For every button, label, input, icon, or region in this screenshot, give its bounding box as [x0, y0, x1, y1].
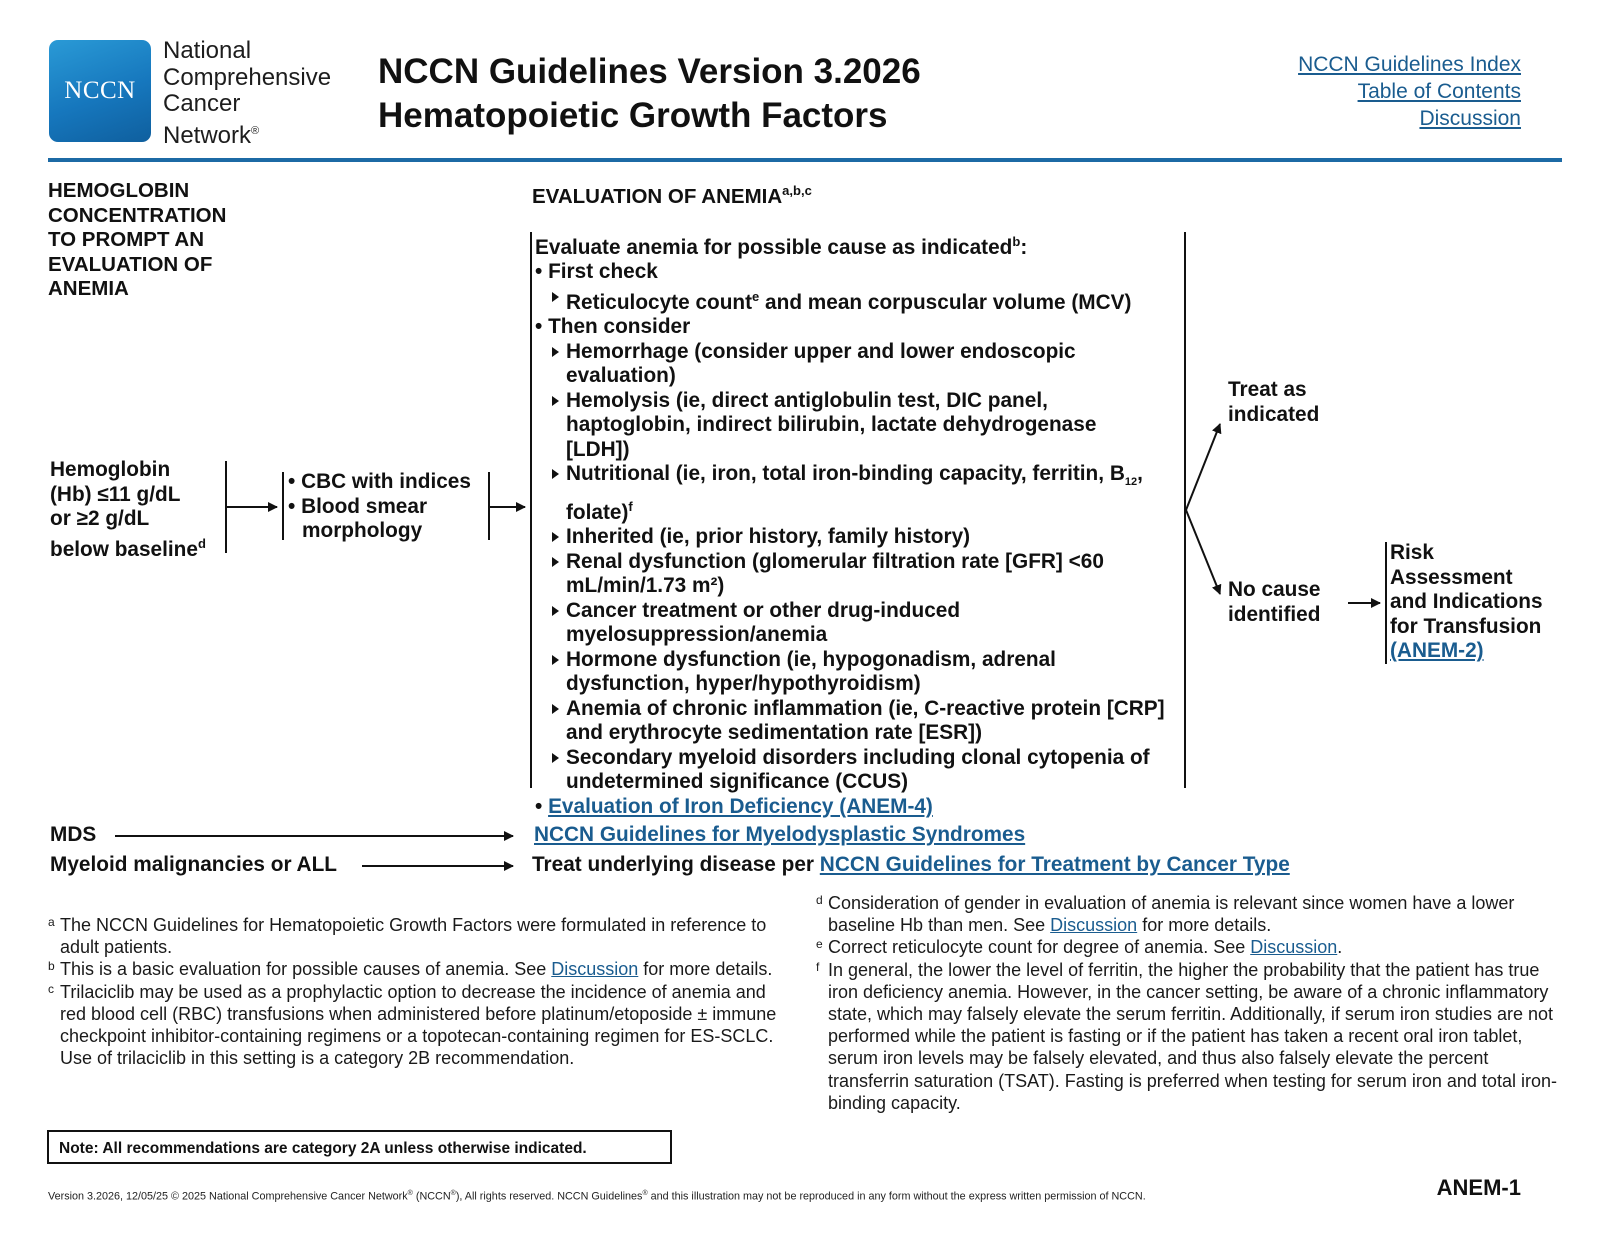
list-item: Hemorrhage (consider upper and lower endoscopic evaluation): [535, 340, 1126, 389]
mds-guidelines-link[interactable]: NCCN Guidelines for Myelodysplastic Syndromes: [534, 823, 1026, 846]
cancer-type-guidelines-link[interactable]: NCCN Guidelines for Treatment by Cancer Type: [819, 853, 1290, 876]
footnote-ref: f: [628, 499, 633, 514]
list-item: Hormone dysfunction (ie, hypogonadism, adrenal dysfunction, hyper/hypothyroidism): [535, 648, 1126, 697]
footnote-ref: d: [197, 535, 206, 551]
copyright-text: Version 3.2026, 12/05/25 © 2025 National Comprehensive Cancer Network® (NCCN®), All rights reserved. NCCN Guidelines® and this illustration may not be reproduced in any form without the express written permission of NCCN.: [48, 1190, 1146, 1203]
arrow-to-treat: [1186, 424, 1220, 510]
title-line-2: Hematopoietic Growth Factors: [378, 96, 888, 135]
treat-as-indicated: Treat as indicated: [1228, 378, 1320, 426]
table-of-contents-link[interactable]: Table of Contents: [1357, 80, 1521, 103]
list-item: Anemia of chronic inflammation (ie, C-reactive protein [CRP] and erythrocyte sedimentation rate [ESR]): [535, 697, 1166, 746]
org-line: Comprehensive: [163, 63, 332, 91]
evaluation-intro: Evaluate anemia for possible cause as indicated$^b$:: [535, 234, 1028, 259]
risk-assessment: Risk Assessment and Indications for Transfusion (ANEM-2): [1390, 541, 1543, 662]
initial-tests: • CBC with indices • Blood smear morphology: [288, 470, 471, 542]
list-item: • Evaluation of Iron Deficiency (ANEM-4): [535, 794, 933, 818]
discussion-link[interactable]: Discussion: [1050, 915, 1138, 936]
registered-mark: ®: [251, 124, 260, 137]
list-item: Reticulocyte count$^e$ and mean corpuscular volume (MCV): [535, 285, 1175, 315]
list-item: Cancer treatment or other drug-induced myelosuppression/anemia: [535, 599, 1026, 648]
org-line: Cancer: [163, 90, 241, 117]
page-code: ANEM-1: [1436, 1175, 1521, 1200]
hemoglobin-threshold: Hemoglobin (Hb) ≤11 g/dL or ≥2 g/dL below baseline$^d$: [50, 458, 206, 561]
list-item: • Then consider: [535, 315, 691, 339]
discussion-link[interactable]: Discussion: [1419, 107, 1521, 130]
myeloid-label: Myeloid malignancies or ALL: [50, 853, 337, 876]
list-item: • First check: [535, 260, 658, 284]
discussion-link[interactable]: Discussion: [551, 959, 639, 980]
footnote-ref: b: [1012, 234, 1021, 249]
list-item: Renal dysfunction (glomerular filtration rate [GFR] <60 mL/min/1.73 m²): [535, 550, 1166, 599]
footnote-b: b This is a basic evaluation for possible causes of anemia. See Discussion for more details.: [48, 959, 773, 980]
footnote-ref: a,b,c: [782, 183, 812, 198]
arrow-to-no-cause: [1186, 510, 1220, 594]
mds-label: MDS: [50, 823, 97, 846]
list-item: Inherited (ie, prior history, family history): [535, 525, 1175, 550]
footnotes-right: [816, 892, 1558, 1114]
cbc-test: CBC with indices: [301, 470, 471, 493]
footnote-a: a The NCCN Guidelines for Hematopoietic Growth Factors were formulated in reference to adult patients.: [48, 915, 767, 958]
org-line: National: [163, 37, 252, 64]
guidelines-index-link[interactable]: NCCN Guidelines Index: [1298, 53, 1521, 76]
footnote-e: e Correct reticulocyte count for degree of anemia. See Discussion.: [816, 937, 1343, 958]
title-line-1: NCCN Guidelines Version 3.2026: [378, 52, 921, 91]
blood-smear-test: Blood smear: [301, 494, 428, 518]
logo-text: NCCN: [64, 77, 136, 104]
org-line: Network®: [163, 121, 260, 149]
evaluation-column-header: EVALUATION OF ANEMIA$^{a,b,c}$: [532, 183, 812, 208]
footnote-ref: e: [752, 288, 760, 304]
no-cause-identified: No cause identified: [1228, 578, 1321, 626]
anem-2-link[interactable]: (ANEM-2): [1390, 639, 1484, 662]
hemoglobin-column-header: HEMOGLOBIN CONCENTRATION TO PROMPT AN EVALUATION OF ANEMIA: [48, 179, 227, 300]
footnote-d: d Consideration of gender in evaluation of anemia is relevant since women have a lower baseline Hb than men. See Discussion for more details.: [816, 893, 1515, 936]
myeloid-row: Treat underlying disease per NCCN Guidelines for Treatment by Cancer Type: [532, 853, 1290, 876]
category-note: Note: All recommendations are category 2A unless otherwise indicated.: [47, 1130, 672, 1164]
iron-deficiency-link[interactable]: Evaluation of Iron Deficiency (ANEM-4): [548, 794, 933, 818]
list-item: Secondary myeloid disorders including clonal cytopenia of undetermined significance (CCUS): [535, 746, 1196, 795]
footnote-f: f In general, the lower the level of ferritin, the higher the probability that the patient has true iron deficiency anemia. However, in the cancer setting, be aware of a chronic inflammatory state, which may falsely elevate the serum ferritin. Additionally, if serum iron studies are not performed while the patient is fasting or if the patient has taken a recent oral iron tablet, serum iron levels may be falsely elevated, and thus also falsely elevate the percent transferrin saturation (TSAT). Fasting is preferred when testing for serum iron and total iron-binding capacity.: [816, 959, 1557, 1113]
footnotes-left: [48, 914, 778, 1069]
discussion-link[interactable]: Discussion: [1250, 937, 1338, 958]
footnote-c: c Trilaciclib may be used as a prophylactic option to decrease the incidence of anemia and red blood cell (RBC) transfusions when administered before platinum/etoposide ± immune checkpoint inhibitor-containing regimens or a topotecan-containing regimen for ES-SCLC. Use of trilaciclib in this setting is a category 2B recommendation.: [48, 981, 777, 1069]
list-item: Hemolysis (ie, direct antiglobulin test, DIC panel, haptoglobin, indirect bilirubin, lactate dehydrogenase [LDH]): [535, 389, 1156, 463]
list-item: Nutritional (ie, iron, total iron-binding capacity, ferritin, $B_{12}$, folate)$^f$: [535, 462, 1166, 525]
